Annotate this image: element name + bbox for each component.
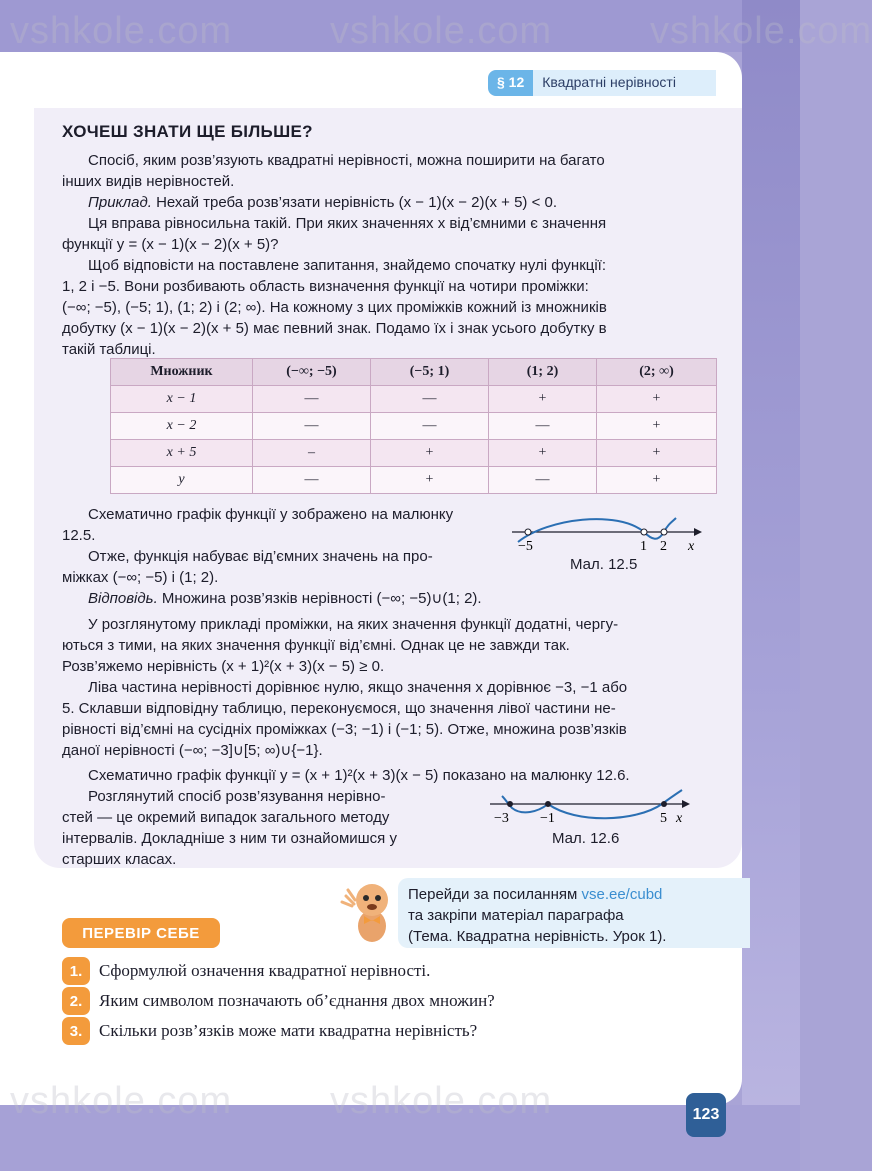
table-cell: +	[489, 386, 597, 413]
paragraph-line: (−∞; −5), (−5; 1), (1; 2) і (2; ∞). На кожному з цих проміжків кожний із множників	[62, 299, 607, 316]
page-number: 123	[686, 1093, 726, 1137]
zero-point	[641, 529, 647, 535]
check-yourself-button: ПЕРЕВІР СЕБЕ	[62, 918, 220, 948]
question-number: 1.	[62, 957, 90, 985]
paragraph-line: Розв’яжемо нерівність (x + 1)²(x + 3)(x − 5) ≥ 0.	[62, 658, 385, 675]
table-cell: x − 1	[111, 386, 253, 413]
paragraph-line: такій таблиці.	[62, 341, 156, 358]
arrow-icon	[682, 800, 690, 808]
section-tab	[488, 70, 716, 96]
bottom-band	[0, 1105, 800, 1171]
table-row	[111, 386, 717, 413]
paragraph-line: Щоб відповісти на поставлене запитання, знайдемо спочатку нулі функції:	[88, 257, 607, 274]
answer-label: Відповідь.	[88, 590, 158, 607]
question-number: 3.	[62, 1017, 90, 1045]
table-cell: +	[597, 413, 717, 440]
paragraph-line: Отже, функція набуває від’ємних значень на про-	[88, 548, 433, 565]
zero-point	[661, 529, 667, 535]
paragraph-line: функції y = (x − 1)(x − 2)(x + 5)?	[62, 236, 279, 253]
function-curve	[518, 518, 676, 542]
section-title: Квадратні нерівності	[533, 70, 716, 96]
figure-12-6	[486, 790, 696, 830]
table-header: (2; ∞)	[597, 359, 717, 386]
link-box	[398, 878, 750, 948]
paragraph-line: 1, 2 і −5. Вони розбивають область визначення функції на чотири проміжки:	[62, 278, 589, 295]
table-cell: —	[253, 467, 371, 494]
paragraph-line: Спосіб, яким розв’язують квадратні нерівності, можна поширити на багато	[88, 152, 605, 169]
table-header-row	[111, 359, 717, 386]
table-header: (1; 2)	[489, 359, 597, 386]
course-link[interactable]: vse.ee/cubd	[581, 886, 663, 903]
tick-label: 2	[660, 539, 667, 554]
table-header: (−∞; −5)	[253, 359, 371, 386]
example-line	[88, 192, 557, 213]
paragraph-line: Схематично графік функції y = (x + 1)²(x + 3)(x − 5) показано на малюнку 12.6.	[88, 767, 630, 784]
table-header: Множник	[111, 359, 253, 386]
watermark: vshkole.com	[650, 10, 872, 52]
zero-point	[545, 801, 551, 807]
table-cell: —	[253, 386, 371, 413]
table-cell: —	[371, 413, 489, 440]
paragraph-line: ються з тими, на яких значення функції від’ємні. Однак це не завжди так.	[62, 637, 570, 654]
table-row	[111, 440, 717, 467]
paragraph-line: Розглянутий спосіб розв’язування нерівно-	[88, 788, 386, 805]
paragraph-line: рівності від’ємні на сусідніх проміжках (−3; −1) і (−1; 5). Отже, множина розв’язків	[62, 721, 627, 738]
box-heading: ХОЧЕШ ЗНАТИ ЩЕ БІЛЬШЕ?	[62, 122, 313, 141]
paragraph-line: Схематично графік функції y зображено на малюнку	[88, 506, 454, 523]
question-text: Сформулюй означення квадратної нерівності.	[99, 961, 431, 980]
section-number: § 12	[488, 70, 533, 96]
table-cell: –	[253, 440, 371, 467]
question-item	[62, 1017, 477, 1045]
table-header: (−5; 1)	[371, 359, 489, 386]
watermark: vshkole.com	[10, 1080, 233, 1122]
question-item	[62, 957, 430, 985]
axis-label: x	[676, 811, 683, 826]
table-row	[111, 467, 717, 494]
tick-label: −5	[518, 539, 533, 554]
question-text: Скільки розв’язків може мати квадратна нерівність?	[99, 1021, 478, 1040]
table-cell: +	[597, 386, 717, 413]
right-band	[742, 0, 800, 1171]
axis-label: x	[688, 539, 695, 554]
watermark: vshkole.com	[330, 1080, 553, 1122]
table-cell: +	[371, 440, 489, 467]
table-cell: +	[371, 467, 489, 494]
paragraph-line: Ліва частина нерівності дорівнює нулю, якщо значення x дорівнює −3, −1 або	[88, 679, 628, 696]
tick-label: 1	[640, 539, 647, 554]
sign-table	[110, 358, 717, 494]
answer-text: Множина розв’язків нерівності (−∞; −5)∪(1; 2).	[157, 590, 482, 607]
paragraph-line: старших класах.	[62, 851, 177, 868]
table-row	[111, 413, 717, 440]
table-cell: —	[489, 413, 597, 440]
question-item	[62, 987, 495, 1015]
table-cell: +	[597, 467, 717, 494]
table-cell: x + 5	[111, 440, 253, 467]
table-cell: +	[597, 440, 717, 467]
arrow-icon	[694, 528, 702, 536]
paragraph-line: добутку (x − 1)(x − 2)(x + 5) має певний знак. Подамо їх і знак усього добутку в	[62, 320, 607, 337]
tick-label: −1	[540, 811, 555, 826]
table-cell: +	[489, 440, 597, 467]
example-label: Приклад.	[88, 194, 152, 211]
example-text: Нехай треба розв’язати нерівність (x − 1)(x − 2)(x + 5) < 0.	[151, 194, 558, 211]
paragraph-line: стей — це окремий випадок загального методу	[62, 809, 390, 826]
paragraph-line: інших видів нерівностей.	[62, 173, 235, 190]
paragraph-line: 12.5.	[62, 527, 96, 544]
figure-caption: Мал. 12.6	[552, 830, 620, 847]
tick-label: 5	[660, 811, 667, 826]
zero-point	[525, 529, 531, 535]
paragraph-line: інтервалів. Докладніше з ним ти ознайомишся у	[62, 830, 397, 847]
watermark: vshkole.com	[10, 10, 233, 52]
figure-caption: Мал. 12.5	[570, 556, 638, 573]
table-cell: x − 2	[111, 413, 253, 440]
tick-label: −3	[494, 811, 509, 826]
answer-line	[88, 588, 482, 609]
table-cell: —	[371, 386, 489, 413]
paragraph-line: У розглянутому прикладі проміжки, на яких значення функції додатні, чергу-	[88, 616, 619, 633]
paragraph-line: Ця вправа рівносильна такій. При яких значеннях x від’ємними є значення	[88, 215, 607, 232]
zero-point	[661, 801, 667, 807]
link-line-1	[408, 884, 740, 905]
link-line-3: (Тема. Квадратна нерівність. Урок 1).	[408, 928, 667, 945]
link-line-2: та закріпи матеріал параграфа	[408, 907, 624, 924]
top-band	[0, 0, 800, 52]
question-text: Яким символом позначають об’єднання двох множин?	[99, 991, 495, 1010]
mascot-icon	[338, 876, 400, 948]
link-prefix: Перейди за посиланням	[408, 886, 582, 903]
question-number: 2.	[62, 987, 90, 1015]
paragraph-line: 5. Склавши відповідну таблицю, переконуємося, що значення лівої частини не-	[62, 700, 616, 717]
table-cell: y	[111, 467, 253, 494]
paragraph-line: даної нерівності (−∞; −3]∪[5; ∞)∪{−1}.	[62, 742, 323, 759]
zero-point	[507, 801, 513, 807]
figure-12-5	[508, 512, 708, 558]
table-cell: —	[253, 413, 371, 440]
table-cell: —	[489, 467, 597, 494]
watermark: vshkole.com	[330, 10, 553, 52]
paragraph-line: міжках (−∞; −5) і (1; 2).	[62, 569, 219, 586]
